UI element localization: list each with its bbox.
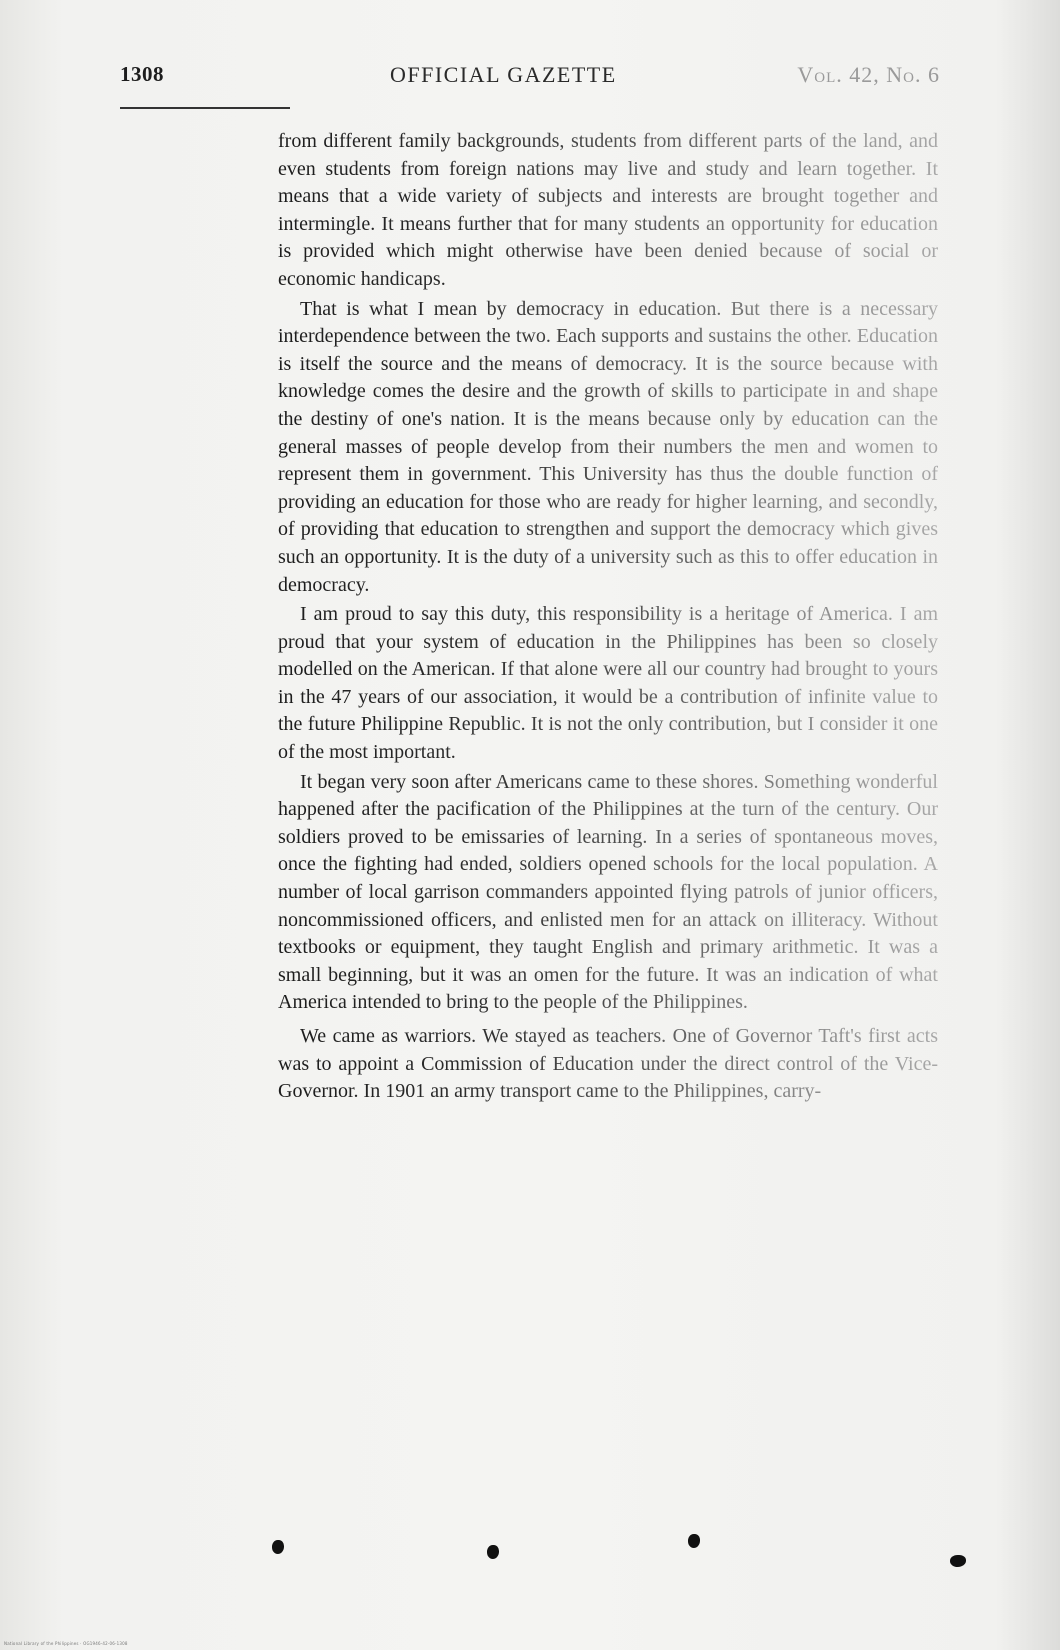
ink-mark — [272, 1540, 284, 1554]
archive-note: National Library of the Philippines · OG1946-42-06-1308 — [4, 1641, 128, 1646]
paragraph-3: I am proud to say this duty, this responsibility is a heritage of America. I am proud that your system of education in the Philippines has been so closely modelled on the American. If that alone were all our country had brought to yours in the 47 years of our association, it would be a contribution of infinite value to the future Philippine Republic. It is not the only contribution, but I consider it one of the most important. — [278, 601, 938, 767]
paragraph-1: from different family backgrounds, students from different parts of the land, and even students from foreign nations may live and study and learn together. It means that a wide variety of subjects and interests are brought together and intermingle. It means further that for many students an opportunity for education is provided which might otherwise have been denied because of social or economic handicaps. — [278, 128, 938, 294]
volume-issue: Vol. 42, No. 6 — [797, 62, 940, 87]
page-header — [120, 62, 940, 98]
paragraph-2: That is what I mean by democracy in education. But there is a necessary interdependence between the two. Each supports and sustains the other. Education is itself the source and the means of democracy. It is the source because with knowledge comes the desire and the growth of skills to participate in and shape the destiny of one's nation. It is the means because only by education can the general masses of people develop from their numbers the men and women to represent them in government. This University has thus the double function of providing an education for those who are ready for higher learning, and secondly, of providing that education to strengthen and support the democracy which gives such an opportunity. It is the duty of a university such as this to offer education in democracy. — [278, 296, 938, 600]
paragraph-4: It began very soon after Americans came to these shores. Something wonderful happened after the pacification of the Philippines at the turn of the century. Our soldiers proved to be emissaries of learning. In a series of spontaneous moves, once the fighting had ended, soldiers opened schools for the local population. A number of local garrison commanders appointed flying patrols of junior officers, noncommissioned officers, and enlisted men for an attack on illiteracy. Without textbooks or equipment, they taught English and primary arithmetic. It was a small beginning, but it was an omen for the future. It was an indication of what America intended to bring to the people of the Philippines. — [278, 769, 938, 1017]
ink-mark — [688, 1534, 700, 1548]
paragraph-5: We came as warriors. We stayed as teachers. One of Governor Taft's first acts was to appoint a Commission of Education under the direct control of the Vice-Governor. In 1901 an army transport came to the Philippines, carry- — [278, 1023, 938, 1106]
publication-title: OFFICIAL GAZETTE — [390, 62, 617, 87]
ink-mark — [950, 1555, 966, 1567]
page-number: 1308 — [120, 62, 164, 86]
ink-mark — [487, 1545, 499, 1559]
header-rule — [120, 107, 290, 109]
body-text — [278, 128, 938, 1106]
